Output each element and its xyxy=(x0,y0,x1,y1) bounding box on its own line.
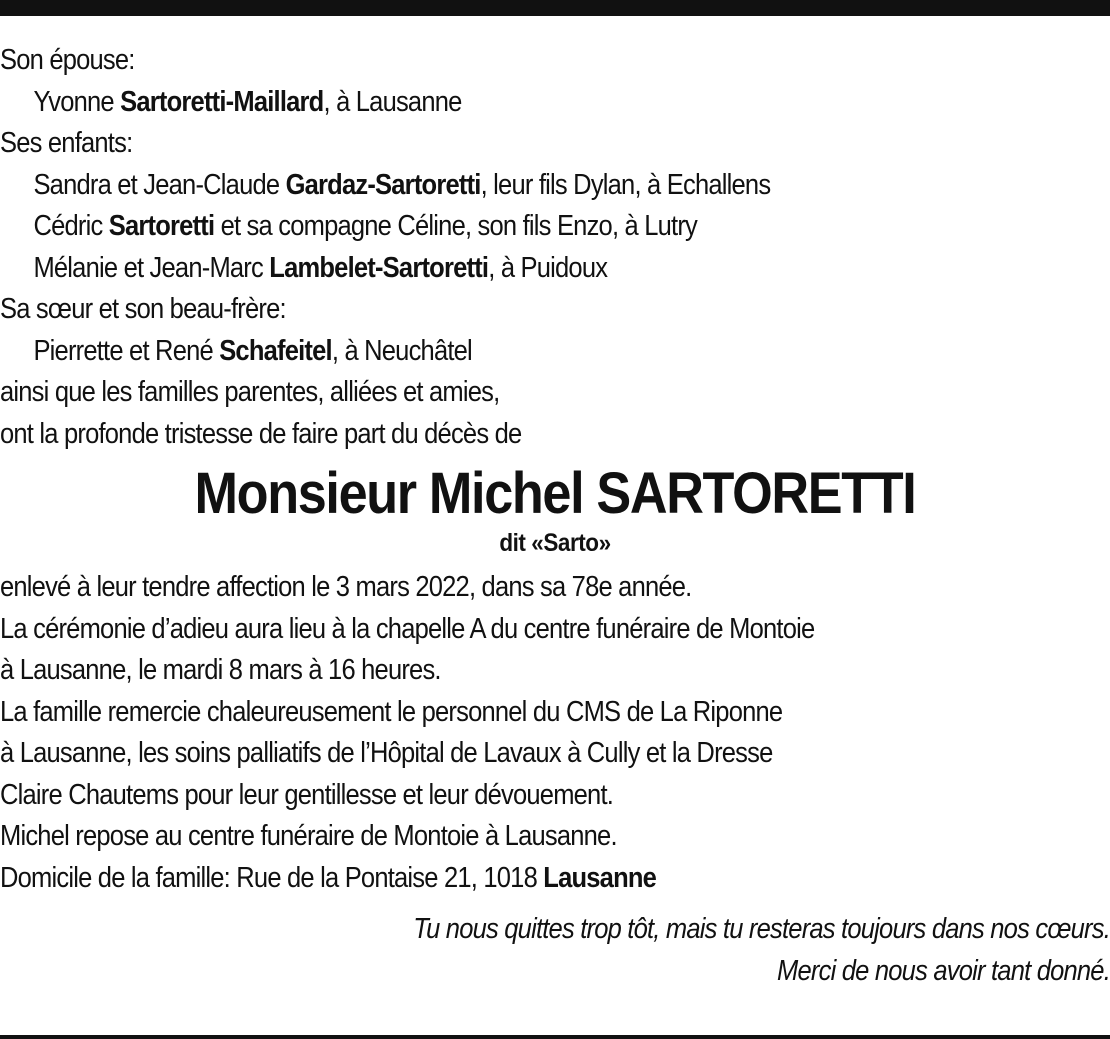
child-surname: Sartoretti xyxy=(108,210,215,242)
sibling-place: , à Neuchâtel xyxy=(331,334,472,367)
spouse-first-name: Yvonne xyxy=(33,85,121,118)
body-line: à Lausanne, le mardi 8 mars à 16 heures. xyxy=(0,654,441,686)
sibling-line xyxy=(0,331,977,373)
body-line: Michel repose au centre funéraire de Montoie à Lausanne. xyxy=(0,820,617,852)
child-first-names: Mélanie et Jean-Marc xyxy=(33,251,270,284)
child-surname: Gardaz-Sartoretti xyxy=(285,168,481,201)
child-details: , leur fils Dylan, à Echallens xyxy=(480,168,771,201)
child-details: , à Puidoux xyxy=(488,251,608,284)
deceased-name: Monsieur Michel SARTORETTI xyxy=(194,461,916,526)
child-line xyxy=(0,165,977,207)
spouse-place: , à Lausanne xyxy=(323,85,462,118)
child-surname: Lambelet-Sartoretti xyxy=(269,251,489,284)
closing-quote xyxy=(0,909,1110,992)
spouse-heading: Son épouse: xyxy=(0,44,135,76)
bottom-rule xyxy=(0,1035,1110,1039)
body-line: à Lausanne, les soins palliatifs de l’Hôpital de Lavaux à Cully et la Dresse xyxy=(0,737,773,769)
body-line: La famille remercie chaleureusement le personnel du CMS de La Riponne xyxy=(0,695,783,728)
deceased-block xyxy=(0,459,1110,557)
sibling-surname: Schafeitel xyxy=(219,334,332,367)
top-rule xyxy=(0,0,1110,16)
sibling-first-names: Pierrette et René xyxy=(33,334,220,367)
announce-line: ont la profonde tristesse de faire part du décès de xyxy=(0,417,522,450)
body-line: Claire Chautems pour leur gentillesse et leur dévouement. xyxy=(0,778,614,811)
sibling-heading: Sa sœur et son beau-frère: xyxy=(0,293,286,325)
children-heading: Ses enfants: xyxy=(0,127,133,159)
death-notice xyxy=(0,40,1110,992)
nickname: dit «Sarto» xyxy=(499,529,611,557)
address-line xyxy=(0,858,977,900)
closing-line: Tu nous quittes trop tôt, mais tu resteras toujours dans nos cœurs. xyxy=(413,913,1110,945)
child-line xyxy=(0,248,977,290)
child-line xyxy=(0,206,977,248)
child-first-names: Sandra et Jean-Claude xyxy=(33,168,286,201)
child-first-names: Cédric xyxy=(33,210,109,242)
spouse-surname: Sartoretti-Maillard xyxy=(120,85,324,118)
child-details: et sa compagne Céline, son fils Enzo, à Lutry xyxy=(214,210,698,242)
address-text: Domicile de la famille: Rue de la Pontaise 21, 1018 xyxy=(0,861,544,894)
spouse-line xyxy=(0,82,977,124)
body-line: La cérémonie d’adieu aura lieu à la chapelle A du centre funéraire de Montoie xyxy=(0,612,815,645)
closing-line: Merci de nous avoir tant donné. xyxy=(777,954,1110,987)
address-city: Lausanne xyxy=(543,861,657,894)
families-line: ainsi que les familles parentes, alliées et amies, xyxy=(0,376,500,408)
body-line: enlevé à leur tendre affection le 3 mars 2022, dans sa 78e année. xyxy=(0,571,692,603)
